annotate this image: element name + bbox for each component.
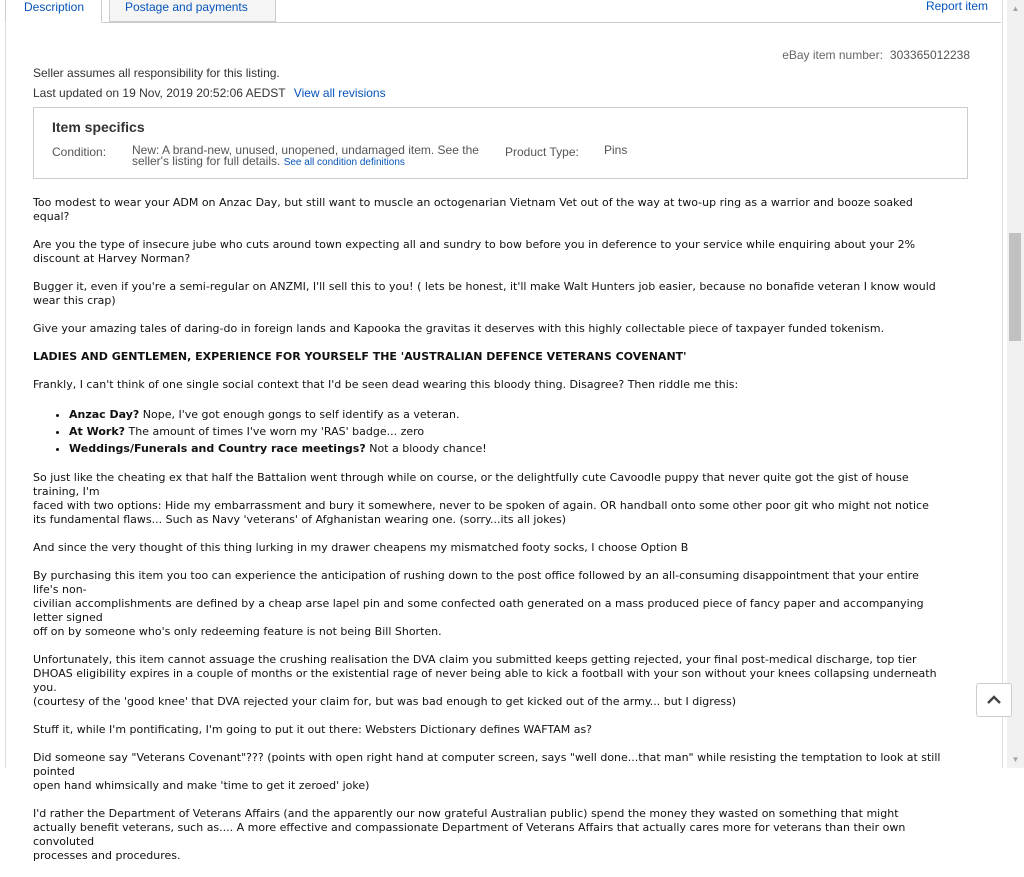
list-item-bold: At Work? [69, 425, 126, 438]
list-item-bold: Weddings/Funerals and Country race meetings? [69, 442, 366, 455]
description-paragraph: Are you the type of insecure jube who cuts around town expecting all and sundry to bow before you in deference to your service while enquiring about your 2% discount at Harvey Norman? [33, 238, 916, 265]
item-number-label: eBay item number: [782, 48, 883, 62]
condition-definitions-link[interactable]: See all condition definitions [283, 157, 405, 168]
tab-postage-and-payments[interactable]: Postage and payments [109, 0, 276, 22]
condition-value [132, 145, 492, 168]
paragraph-line: its fundamental flaws... Such as Navy 'veterans' of Afghanistan wearing one. (sorry...its all jokes) [33, 513, 566, 526]
item-number-value: 303365012238 [889, 48, 970, 62]
description-paragraph: Too modest to wear your ADM on Anzac Day, but still want to muscle an octogenarian Vietnam Vet out of the way at two-up ring as a warrior and booze soaked equal? [33, 196, 913, 223]
scrollbar-thumb[interactable] [1009, 233, 1021, 341]
list-item [69, 406, 945, 423]
description-heading: LADIES AND GENTLEMEN, EXPERIENCE FOR YOURSELF THE 'AUSTRALIAN DEFENCE VETERANS COVENANT' [33, 350, 687, 363]
description-paragraph: Give your amazing tales of daring-do in foreign lands and Kapooka the gravitas it deserves with this highly collectable piece of taxpayer funded tokenism. [33, 322, 885, 335]
description-paragraph [33, 569, 945, 639]
list-item-text: The amount of times I've worn my 'RAS' badge... zero [125, 425, 425, 438]
description-paragraph: Stuff it, while I'm pontificating, I'm going to put it out there: Websters Dictionary defines WAFTAM as? [33, 723, 593, 736]
chevron-down-icon[interactable]: ▼ [1011, 755, 1020, 764]
paragraph-line: By purchasing this item you too can experience the anticipation of rushing down to the post office followed by an all-consuming disappointment that your entire life's non- [33, 569, 919, 596]
last-updated [33, 86, 386, 100]
condition-text-line2: seller's listing for full details. [132, 154, 281, 168]
product-type-label: Product Type: [505, 145, 579, 159]
item-number [782, 48, 970, 62]
description-paragraph [33, 471, 945, 527]
paragraph-line: actually benefit veterans, such as.... A more effective and compassionate Department of Veterans Affairs that actually cares more for veterans than their own convoluted [33, 821, 906, 848]
paragraph-line: Did someone say "Veterans Covenant"??? (points with open right hand at computer screen, says "well done...that man" while resisting the temptation to look at still pointed [33, 751, 941, 778]
tab-description[interactable]: Description [5, 0, 102, 23]
condition-text-line1: New: A brand-new, unused, unopened, undamaged item. See the [132, 143, 479, 157]
item-specifics-title: Item specifics [52, 119, 145, 135]
description-paragraph: And since the very thought of this thing lurking in my drawer cheapens my mismatched footy socks, I choose Option B [33, 541, 689, 554]
tab-bar [5, 0, 1001, 23]
paragraph-line: DHOAS eligibility expires in a couple of months or the existential rage of never being able to kick a football with your son without your knees collapsing underneath you. [33, 667, 937, 694]
product-type-value: Pins [604, 143, 628, 157]
paragraph-line: civilian accomplishments are defined by a cheap arse lapel pin and some confected oath generated on a mass produced piece of fancy paper and accompanying letter signed [33, 597, 924, 624]
paragraph-line: Unfortunately, this item cannot assuage the crushing realisation the DVA claim you submitted keeps getting rejected, your final post-medical discharge, top tier [33, 653, 917, 666]
list-item [69, 440, 945, 457]
last-updated-label: Last updated on [33, 86, 120, 100]
paragraph-line: processes and procedures. [33, 849, 181, 862]
view-all-revisions-link[interactable]: View all revisions [293, 86, 386, 100]
paragraph-line: (courtesy of the 'good knee' that DVA rejected your claim for, but was bad enough to get kicked out of the army... but I digress) [33, 695, 737, 708]
report-item-link[interactable]: Report item [925, 0, 988, 13]
last-updated-date: 19 Nov, 2019 20:52:06 AEDST [122, 86, 286, 100]
paragraph-line: off on by someone who's only redeeming feature is not being Bill Shorten. [33, 625, 442, 638]
item-description [33, 196, 945, 877]
paragraph-line: So just like the cheating ex that half the Battalion went through while on course, or the delightfully cute Cavoodle puppy that never quite got the gist of house training, I'm [33, 471, 909, 498]
description-bullet-list [33, 406, 945, 457]
description-paragraph [33, 807, 945, 863]
item-specifics-box [33, 107, 968, 179]
description-paragraph [33, 653, 945, 709]
list-item [69, 423, 945, 440]
description-paragraph: Frankly, I can't think of one single social context that I'd be seen dead wearing this bloody thing. Disagree? Then riddle me this: [33, 378, 739, 391]
paragraph-line: faced with two options: Hide my embarrassment and bury it somewhere, never to be spoken of again. OR handball onto some other poor git who might not notice [33, 499, 929, 512]
page-scrollbar[interactable] [1007, 0, 1024, 768]
description-paragraph [33, 751, 945, 793]
paragraph-line: open hand whimsically and make 'time to get it zeroed' joke) [33, 779, 370, 792]
description-paragraph: Bugger it, even if you're a semi-regular on ANZMI, I'll sell this to you! ( lets be honest, it'll make Walt Hunters job easier, because no bonafide veteran I know would wear this crap) [33, 280, 936, 307]
list-item-text: Not a bloody chance! [365, 442, 487, 455]
list-item-bold: Anzac Day? [69, 408, 140, 421]
chevron-up-icon[interactable]: ▲ [1011, 4, 1020, 13]
paragraph-line: I'd rather the Department of Veterans Affairs (and the apparently our now grateful Australian public) spend the money they wasted on something that might [33, 807, 899, 820]
seller-responsibility-note: Seller assumes all responsibility for this listing. [33, 66, 280, 80]
condition-label: Condition: [52, 145, 107, 159]
list-item-text: Nope, I've got enough gongs to self identify as a veteran. [139, 408, 460, 421]
chevron-up-icon [977, 684, 1011, 716]
back-to-top-button[interactable] [976, 683, 1012, 717]
